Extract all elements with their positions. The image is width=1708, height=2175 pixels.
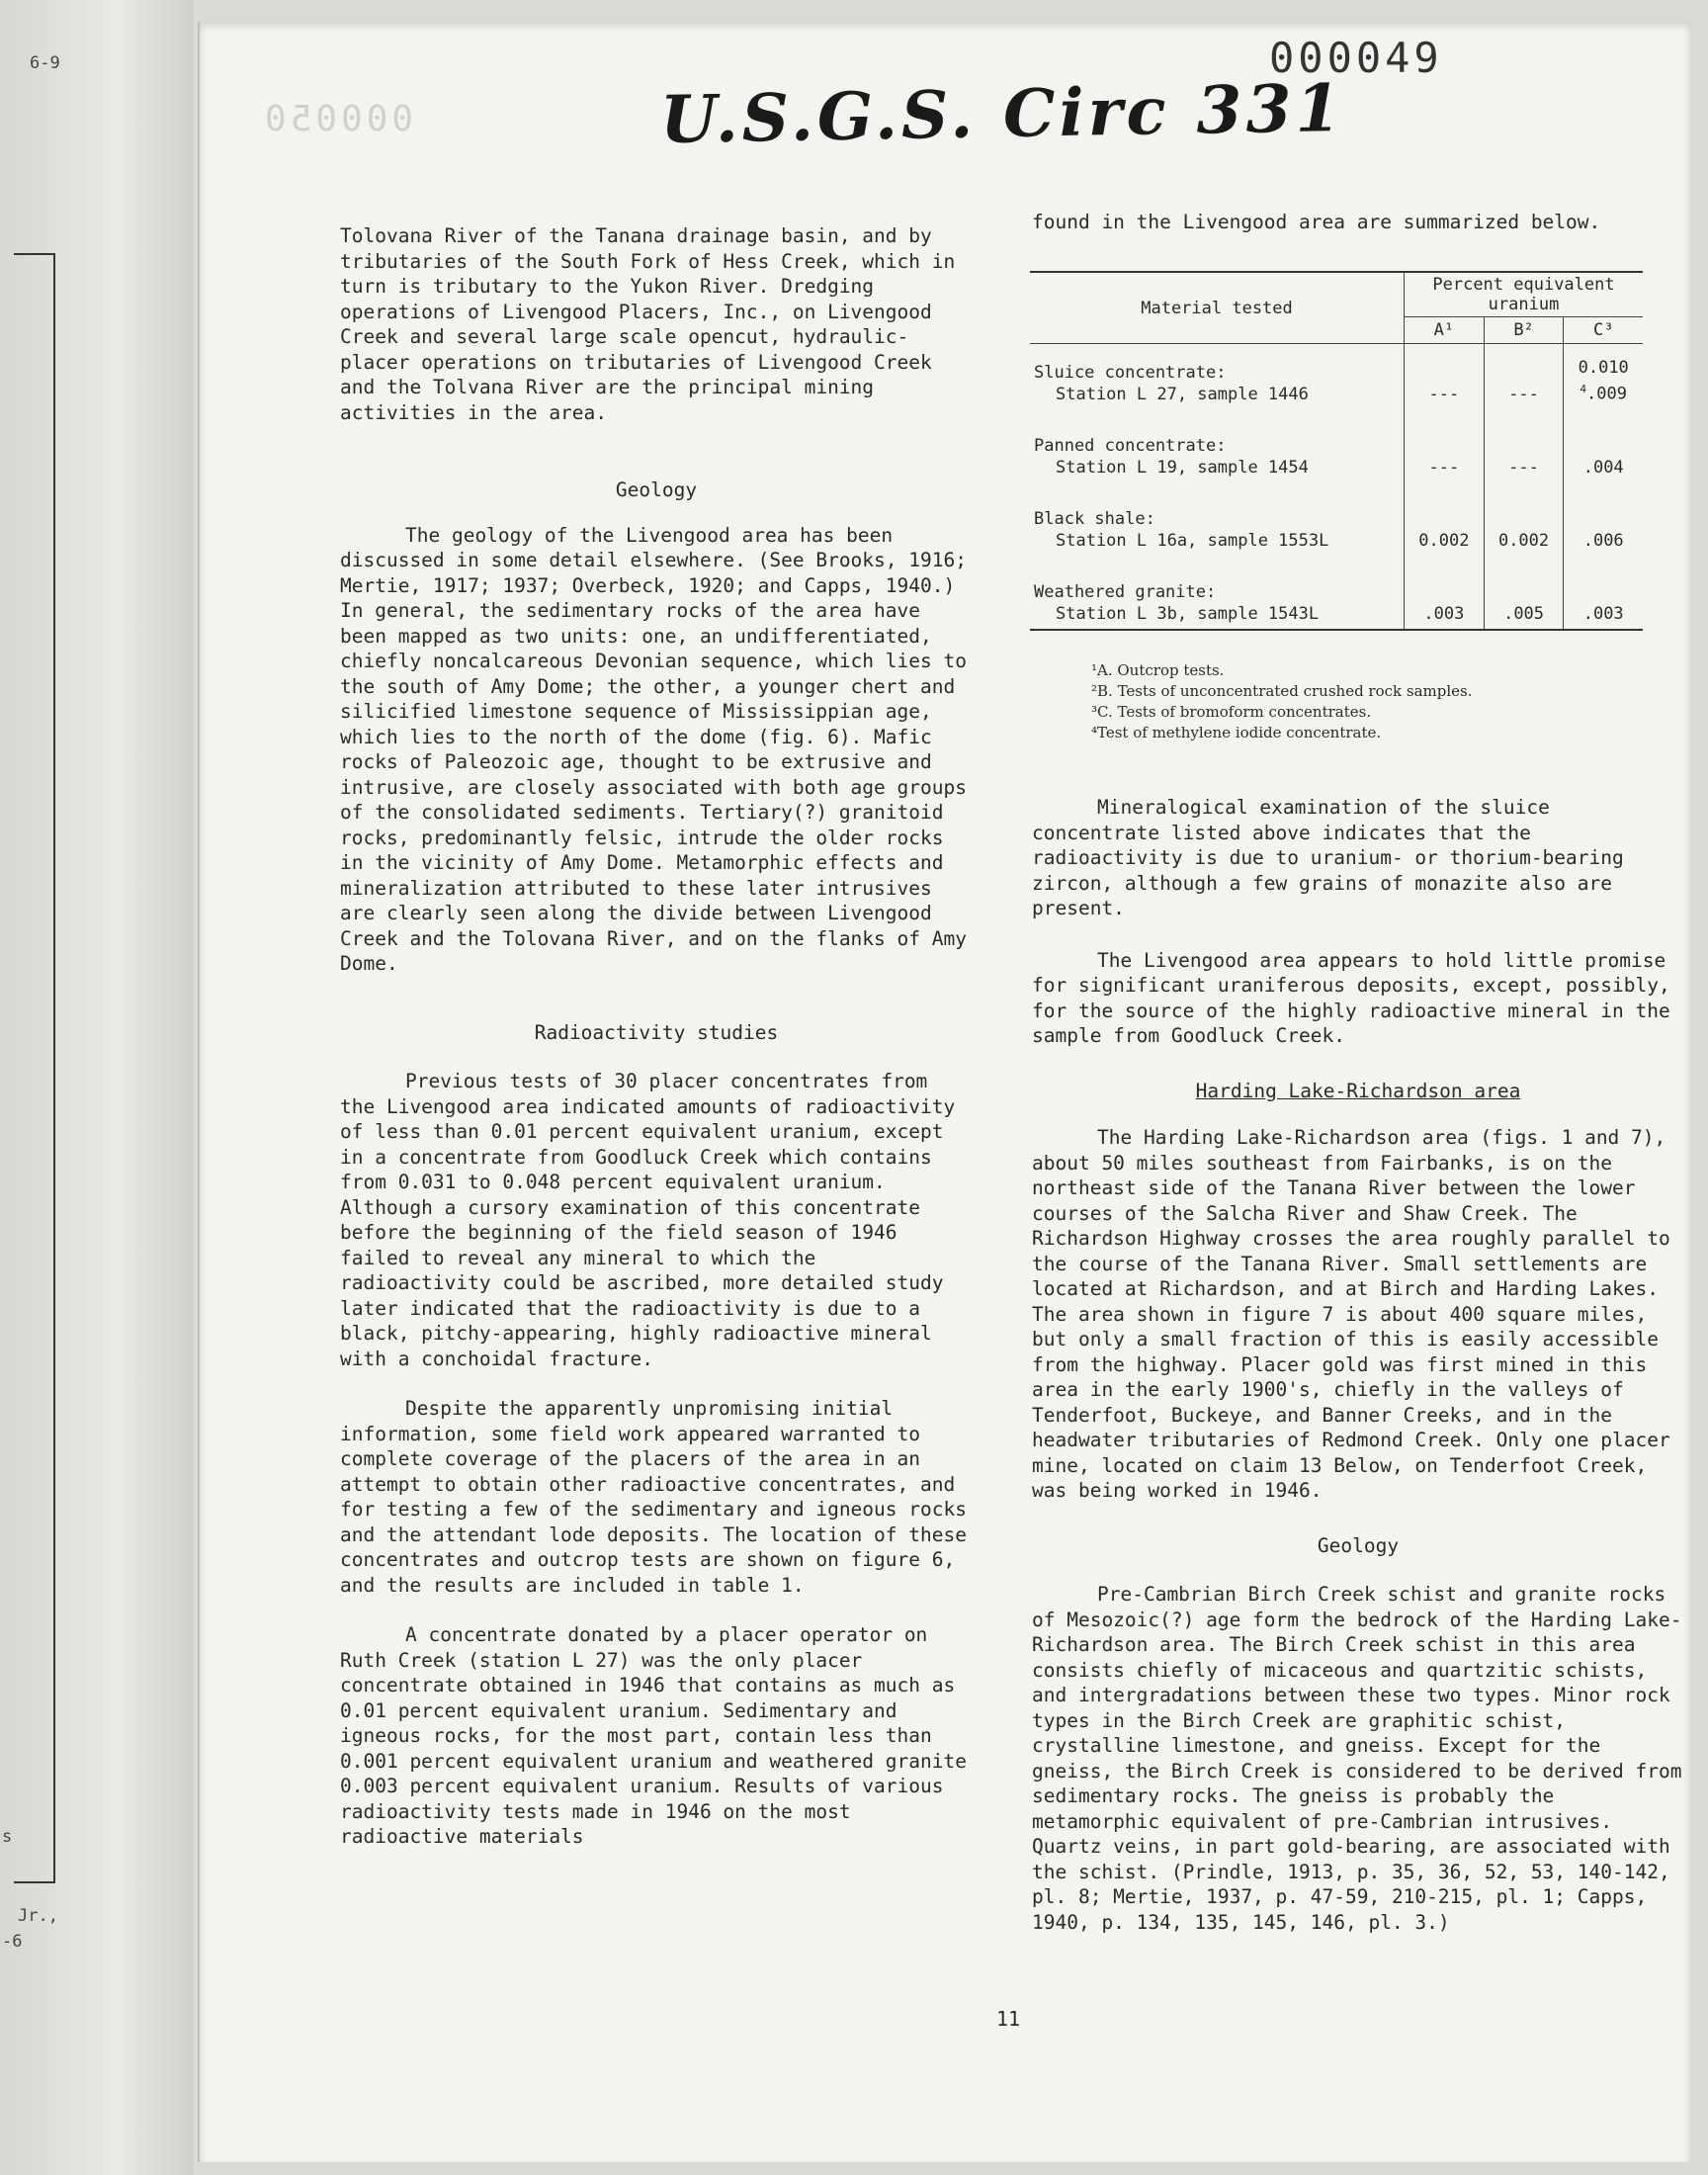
footnote-3: ³C. Tests of bromoform concentrates. xyxy=(1091,703,1372,721)
table-row xyxy=(1030,478,1643,552)
cell-a: 0.002 xyxy=(1405,478,1485,552)
cell-c: .004 xyxy=(1564,405,1643,478)
previous-page-edge xyxy=(0,0,194,2175)
promise-paragraph: The Livengood area appears to hold little promise for significant uraniferous deposits, except, possibly, for the source of the highly radioactive mineral in the sample from Goodluck Creek. xyxy=(1032,948,1670,1047)
table-header-material: Material tested xyxy=(1030,272,1405,344)
table-header-c: C³ xyxy=(1564,317,1643,344)
footnote-4: ⁴Test of methylene iodide concentrate. xyxy=(1091,724,1382,741)
harding-geology-paragraph: Pre-Cambrian Birch Creek schist and granite rocks of Mesozoic(?) age form the bedrock of the Harding Lake-Richardson area. The Birch Creek schist in this area consists chiefly of micaceous and quartzitic schists, and intergradations between these two types. Minor rock types in the Birch Creek are graphitic schist, crystalline limestone, and gneiss. Except for the gneiss, the Birch Creek is considered to be derived from sedimentary rocks. The gneiss is probably the metamorphic equivalent of pre-Cambrian intrusives. Quartz veins, in part gold-bearing, are associated with the schist. (Prindle, 1913, p. 35, 36, 52, 53, 140-142, pl. 8; Mertie, 1937, p. 47-59, 210-215, pl. 1; Capps, 1940, p. 134, 135, 145, 146, pl. 3.) xyxy=(1032,1583,1682,1934)
table-row xyxy=(1030,344,1643,406)
cell-b: --- xyxy=(1484,344,1564,406)
table-row-label xyxy=(1030,405,1405,478)
stamp-number: 000049 xyxy=(1269,34,1443,82)
cell-c: .006 xyxy=(1564,478,1643,552)
radioactivity-paragraph-2: Despite the apparently unpromising initial information, some field work appeared warranted to complete coverage of the placers of the area in an attempt to obtain other radioactive concentrates, and for testing a few of the sedimentary and igneous rocks and the attendant lode deposits. The location of these concentrates and outcrop tests are shown on figure 6, and the results are included in table 1. xyxy=(340,1397,967,1597)
previous-page-mark-top: 6-9 xyxy=(30,53,60,73)
row-material: Panned concentrate: xyxy=(1034,436,1227,456)
row-material: Weathered granite: xyxy=(1034,582,1217,602)
cell-c: .003 xyxy=(1564,552,1643,630)
right-column xyxy=(1032,795,1684,1935)
cell-a: --- xyxy=(1405,405,1485,478)
cell-c-value: 0.010 xyxy=(1578,358,1629,379)
row-station: Station L 3b, sample 1543L xyxy=(1056,604,1320,624)
cell-a: --- xyxy=(1405,344,1485,406)
handwritten-reference: U.S.G.S. Circ 331 xyxy=(659,68,1345,159)
previous-page-mark-side: s xyxy=(2,1827,13,1847)
cell-a: .003 xyxy=(1405,552,1485,630)
table-row-label xyxy=(1030,478,1405,552)
row-station: Station L 27, sample 1446 xyxy=(1056,385,1309,404)
geology-paragraph: The geology of the Livengood area has been discussed in some detail elsewhere. (See Brooks, 1916; Mertie, 1917; 1937; Overbeck, 1920; and Capps, 1940.) In general, the sedimentary rocks of the area have been mapped as two units: one, an undifferentiated, chiefly noncalcareous Devonian sequence, which lies to the south of Amy Dome; the other, a younger chert and silicified limestone sequence of Mississippian age, which lies to the north of the dome (fig. 6). Mafic rocks of Paleozoic age, thought to be extrusive and intrusive, are closely associated with both age groups of the consolidated sediments. Tertiary(?) granitoid rocks, predominantly felsic, intrude the older rocks in the vicinity of Amy Dome. Metamorphic effects and mineralization attributed to these later intrusives are clearly seen along the divide between Livengood Creek and the Tolovana River, and on the flanks of Amy Dome. xyxy=(340,523,967,975)
mineralogical-paragraph: Mineralogical examination of the sluice concentrate listed above indicates that the radioactivity is due to uranium- or thorium-bearing zircon, although a few grains of monazite also are present. xyxy=(1032,796,1624,919)
table-row-label xyxy=(1030,344,1405,406)
cell-c-value-2: .009 xyxy=(1586,385,1627,404)
row-station: Station L 19, sample 1454 xyxy=(1056,458,1309,478)
row-material: Black shale: xyxy=(1034,509,1155,529)
harding-paragraph: The Harding Lake-Richardson area (figs. 1 and 7), about 50 miles southeast from Fairbanks, is on the northeast side of the Tanana River between the lower courses of the Salcha River and Shaw Creek. The Richardson Highway crosses the area roughly parallel to the course of the Tanana River. Small settlements are located at Richardson, and at Birch and Harding Lakes. The area shown in figure 7 is about 400 square miles, but only a small fraction of this is easily accessible from the highway. Placer gold was first mined in this area in the early 1900's, chiefly in the valleys of Tenderfoot, Buckeye, and Banner Creeks, and in the headwater tributaries of Redmond Creek. Only one placer mine, located on claim 13 Below, on Tenderfoot Creek, was being worked in 1946. xyxy=(1032,1126,1670,1502)
cell-b: --- xyxy=(1484,405,1564,478)
table-header-group: Percent equivalent uranium xyxy=(1405,272,1644,317)
cell-b: .005 xyxy=(1484,552,1564,630)
row-material: Sluice concentrate: xyxy=(1034,363,1227,383)
table-header-b: B² xyxy=(1484,317,1564,344)
table-header-a: A¹ xyxy=(1405,317,1485,344)
right-column-intro xyxy=(1032,210,1645,235)
harding-geology-heading: Geology xyxy=(1317,1533,1400,1557)
previous-page-mark-bottom1: Jr., xyxy=(18,1906,58,1926)
uranium-results-table xyxy=(1030,271,1643,631)
cell-b: 0.002 xyxy=(1484,478,1564,552)
footnote-2: ²B. Tests of unconcentrated crushed rock samples. xyxy=(1091,682,1473,700)
left-column xyxy=(340,223,973,1850)
radioactivity-heading: Radioactivity studies xyxy=(534,1020,779,1044)
table-row xyxy=(1030,405,1643,478)
table-footnotes xyxy=(1091,660,1645,743)
radioactivity-paragraph-1: Previous tests of 30 placer concentrates from the Livengood area indicated amounts of radioactivity of less than 0.01 percent equivalent uranium, except in a concentrate from Goodluck Creek which contains from 0.031 to 0.048 percent equivalent uranium. Although a cursory examination of this concentrate before the beginning of the field season of 1946 failed to reveal any mineral to which the radioactivity could be ascribed, more detailed study later indicated that the radioactivity is due to a black, pitchy-appearing, highly radioactive mineral with a conchoidal fracture. xyxy=(340,1070,956,1370)
table-row-label xyxy=(1030,552,1405,630)
table-intro-text: found in the Livengood area are summarized below. xyxy=(1032,211,1601,233)
harding-heading-wrap xyxy=(1032,1079,1684,1104)
previous-page-frame xyxy=(14,253,55,1883)
ghost-stamp-number: 000050 xyxy=(261,99,414,139)
cell-c xyxy=(1564,344,1643,406)
intro-paragraph: Tolovana River of the Tanana drainage basin, and by tributaries of the South Fork of Hess Creek, which in turn is tributary to the Yukon River. Dredging operations of Livengood Placers, Inc., on Livengood Creek and several large scale opencut, hydraulic-placer operations on tributaries of Livengood Creek and the Tolvana River are the principal mining activities in the area. xyxy=(340,224,956,424)
previous-page-mark-bottom2: -6 xyxy=(2,1932,23,1952)
cell-c-footnote-mark: 4 xyxy=(1580,383,1587,396)
harding-heading: Harding Lake-Richardson area xyxy=(1195,1079,1521,1102)
footnote-1: ¹A. Outcrop tests. xyxy=(1091,661,1225,679)
page-number: 11 xyxy=(996,2007,1021,2031)
row-station: Station L 16a, sample 1553L xyxy=(1056,531,1329,551)
table-row xyxy=(1030,552,1643,630)
geology-heading: Geology xyxy=(615,478,698,501)
radioactivity-paragraph-3: A concentrate donated by a placer operator on Ruth Creek (station L 27) was the only placer concentrate obtained in 1946 that contains as much as 0.01 percent equivalent uranium. Sedimentary and igneous rocks, for the most part, contain less than 0.001 percent equivalent uranium and weathered granite 0.003 percent equivalent uranium. Results of various radioactivity tests made in 1946 on the most radioactive materials xyxy=(340,1623,967,1848)
